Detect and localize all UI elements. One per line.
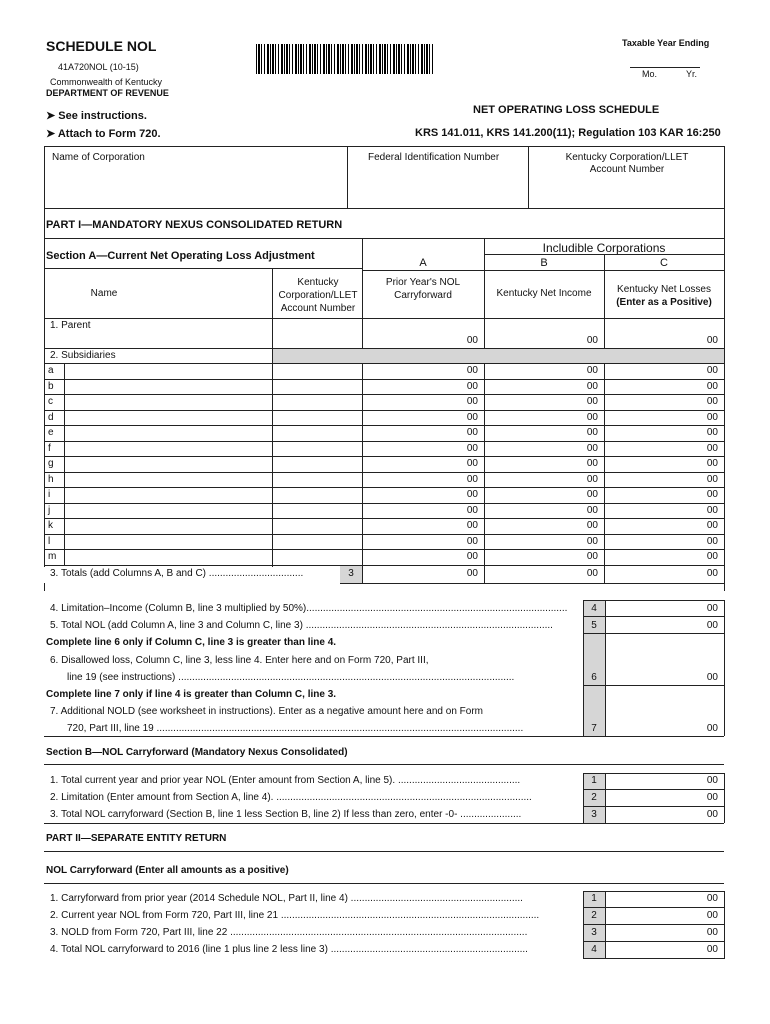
taxable-year-field[interactable] <box>630 67 700 68</box>
totals-col-c[interactable]: 00 <box>706 568 718 579</box>
subsidiary-account-field[interactable] <box>274 550 360 563</box>
line6-label-cont: line 19 (see instructions) ......................................................................................................................... <box>67 672 515 683</box>
agency-name: Commonwealth of Kentucky <box>50 77 163 87</box>
part1-title: PART I—MANDATORY NEXUS CONSOLIDATED RETURN <box>46 219 343 231</box>
subsidiary-col-b[interactable]: 00 <box>586 365 598 376</box>
subsidiary-col-b[interactable]: 00 <box>586 458 598 469</box>
subsidiary-account-field[interactable] <box>274 457 360 470</box>
subsidiary-col-b[interactable]: 00 <box>586 504 598 516</box>
ky-net-income-header: Kentucky Net Income <box>496 288 592 299</box>
part2-line-number: 2 <box>591 910 597 921</box>
subsidiary-letter: e <box>48 427 54 438</box>
part2-line-label: 3. NOLD from Form 720, Part III, line 22 ........................................................................................................... <box>50 927 528 938</box>
subsidiary-col-c[interactable]: 00 <box>706 458 718 469</box>
section-b-line-number: 3 <box>591 809 597 820</box>
row-divider <box>583 924 724 925</box>
part2-title: PART II—SEPARATE ENTITY RETURN <box>46 833 227 844</box>
part2-line-number: 1 <box>591 893 597 904</box>
subsidiary-col-b[interactable]: 00 <box>586 535 598 547</box>
line6-amount[interactable]: 00 <box>706 672 718 683</box>
subsidiary-account-field[interactable] <box>274 473 360 486</box>
ky-net-losses-subheader: (Enter as a Positive) <box>616 297 712 308</box>
subsidiary-letter: c <box>48 396 53 407</box>
subsidiary-col-b[interactable]: 00 <box>586 520 598 531</box>
parent-col-c[interactable]: 00 <box>706 335 718 346</box>
subsidiary-account-field[interactable] <box>274 519 360 532</box>
subsidiary-col-a[interactable]: 00 <box>466 442 478 454</box>
subsidiary-col-a[interactable]: 00 <box>466 473 478 485</box>
name-column-header: Name <box>90 288 118 299</box>
subsidiary-letter: m <box>48 551 57 562</box>
subsidiary-letter: b <box>48 380 54 392</box>
subsidiary-col-b[interactable]: 00 <box>586 489 598 500</box>
section-b-line-label: 2. Limitation (Enter amount from Section A, line 4). ............................................................................................ <box>50 792 532 803</box>
row-divider <box>583 789 724 790</box>
subsidiary-col-a[interactable]: 00 <box>466 504 478 516</box>
subsidiary-name-field[interactable] <box>64 535 270 548</box>
section-b-line-number: 2 <box>591 792 597 803</box>
subsidiary-col-a[interactable]: 00 <box>466 489 478 500</box>
subsidiary-letter: j <box>48 504 51 516</box>
subsidiary-col-c[interactable]: 00 <box>706 551 718 562</box>
schedule-name: NET OPERATING LOSS SCHEDULE <box>473 104 660 116</box>
subsidiary-letter: k <box>48 520 53 531</box>
subsidiary-account-field[interactable] <box>274 504 360 517</box>
line7-label-cont: 720, Part III, line 19 .................................................................................................................................... <box>67 723 524 734</box>
form-number: 41A720NOL (10-15) <box>58 62 139 72</box>
section-b-line-amount[interactable]: 00 <box>706 792 718 803</box>
subsidiary-name-field[interactable] <box>64 364 270 377</box>
form-title: SCHEDULE NOL <box>46 38 157 54</box>
corporation-name-label: Name of Corporation <box>52 152 145 163</box>
subsidiary-col-b[interactable]: 00 <box>586 551 598 562</box>
section-b-line-number: 1 <box>591 775 597 786</box>
subsidiary-letter: i <box>48 489 51 500</box>
subsidiary-letter: d <box>48 411 54 423</box>
subsidiaries-label: 2. Subsidiaries <box>50 350 116 361</box>
account-column-header: Kentucky Corporation/LLET Account Number <box>278 277 358 314</box>
ky-account-label: Kentucky Corporation/LLET Account Number <box>565 152 689 175</box>
subsidiary-account-field[interactable] <box>274 535 360 548</box>
column-c-header: C <box>660 257 668 269</box>
row-divider <box>44 565 724 566</box>
totals-col-a[interactable]: 00 <box>466 568 478 579</box>
subsidiary-col-b[interactable]: 00 <box>586 473 598 485</box>
subsidiary-col-b[interactable]: 00 <box>586 396 598 407</box>
subsidiary-name-field[interactable] <box>64 380 270 393</box>
part2-line-label: 1. Carryforward from prior year (2014 Schedule NOL, Part II, line 4) .............................................................. <box>50 893 523 904</box>
subsidiary-col-c[interactable]: 00 <box>706 535 718 547</box>
part2-subtitle: NOL Carryforward (Enter all amounts as a positive) <box>46 865 289 876</box>
section-b-line-amount[interactable]: 00 <box>706 775 718 786</box>
statute-reference: KRS 141.011, KRS 141.200(11); Regulation 103 KAR 16:250 <box>415 127 721 139</box>
barcode <box>256 44 433 74</box>
part2-line-amount[interactable]: 00 <box>706 893 718 904</box>
row-divider <box>583 907 724 908</box>
subsidiary-name-field[interactable] <box>64 550 270 563</box>
totals-line-number: 3 <box>348 568 354 579</box>
taxable-year-label: Taxable Year Ending <box>622 38 710 48</box>
subsidiary-name-field[interactable] <box>64 442 270 455</box>
section-b-line-label: 1. Total current year and prior year NOL (Enter amount from Section A, line 5). ............................................ <box>50 775 521 786</box>
subsidiary-col-c[interactable]: 00 <box>706 411 718 423</box>
subsidiary-col-b[interactable]: 00 <box>586 411 598 423</box>
subsidiary-col-a[interactable]: 00 <box>466 535 478 547</box>
agency-department: DEPARTMENT OF REVENUE <box>46 88 169 98</box>
line4-amount[interactable]: 00 <box>706 603 718 614</box>
row-divider <box>583 806 724 807</box>
parent-col-b[interactable]: 00 <box>586 335 598 346</box>
section-b-line-label: 3. Total NOL carryforward (Section B, line 1 less Section B, line 2) If less than zero, enter -0- ...................... <box>50 809 522 820</box>
corporation-name-field[interactable] <box>48 166 342 204</box>
subsidiary-letter: g <box>48 458 54 469</box>
subsidiary-name-field[interactable] <box>64 457 270 470</box>
parent-col-a[interactable]: 00 <box>466 335 478 346</box>
line5-amount[interactable]: 00 <box>706 620 718 631</box>
subsidiary-account-field[interactable] <box>274 411 360 424</box>
column-a-header: A <box>419 257 427 269</box>
subsidiary-col-c[interactable]: 00 <box>706 380 718 392</box>
fein-field[interactable] <box>351 166 524 204</box>
line7-condition: Complete line 7 only if line 4 is greater than Column C, line 3. <box>46 689 337 700</box>
totals-label: 3. Totals (add Columns A, B and C) .................................. <box>50 568 304 579</box>
subsidiary-col-c[interactable]: 00 <box>706 396 718 407</box>
part2-line-amount[interactable]: 00 <box>706 910 718 921</box>
subsidiary-col-c[interactable]: 00 <box>706 504 718 516</box>
subsidiary-account-field[interactable] <box>274 488 360 501</box>
totals-col-b[interactable]: 00 <box>586 568 598 579</box>
subsidiary-name-field[interactable] <box>64 395 270 408</box>
year-label: Yr. <box>686 69 698 79</box>
subsidiary-col-c[interactable]: 00 <box>706 365 718 376</box>
part2-line-amount[interactable]: 00 <box>706 944 718 955</box>
subsidiary-col-b[interactable]: 00 <box>586 442 598 454</box>
subsidiary-col-a[interactable]: 00 <box>466 520 478 531</box>
section-b-line-amount[interactable]: 00 <box>706 809 718 820</box>
month-label: Mo. <box>642 69 658 79</box>
subsidiary-account-field[interactable] <box>274 442 360 455</box>
subsidiary-account-field[interactable] <box>274 426 360 439</box>
line4-label: 4. Limitation–Income (Column B, line 3 multiplied by 50%).............................................................................................. <box>50 603 568 614</box>
line7-number: 7 <box>591 723 597 734</box>
part2-line-label: 2. Current year NOL from Form 720, Part III, line 21 ............................................................................................. <box>50 910 540 921</box>
subsidiary-col-c[interactable]: 00 <box>706 427 718 438</box>
line4-number: 4 <box>591 603 597 614</box>
subsidiary-col-a[interactable]: 00 <box>466 380 478 392</box>
row-divider <box>583 958 724 959</box>
line7-amount[interactable]: 00 <box>706 723 718 734</box>
subsidiary-col-a[interactable]: 00 <box>466 458 478 469</box>
subsidiary-col-c[interactable]: 00 <box>706 473 718 485</box>
fein-label: Federal Identification Number <box>368 152 500 163</box>
line6-condition: Complete line 6 only if Column C, line 3 is greater than line 4. <box>46 637 337 648</box>
subsidiary-name-field[interactable] <box>64 488 270 501</box>
part2-line-amount[interactable]: 00 <box>706 927 718 938</box>
line6-number: 6 <box>591 672 597 683</box>
ky-account-field[interactable] <box>532 178 720 206</box>
subsidiary-name-field[interactable] <box>64 473 270 486</box>
letter-column-divider <box>64 363 65 565</box>
subsidiary-name-field[interactable] <box>64 519 270 532</box>
subsidiary-account-field[interactable] <box>274 380 360 393</box>
subsidiary-col-c[interactable]: 00 <box>706 520 718 531</box>
line5-number: 5 <box>591 620 597 631</box>
subsidiary-col-b[interactable]: 00 <box>586 380 598 392</box>
section-a-title: Section A—Current Net Operating Loss Adjustment <box>46 250 315 262</box>
subsidiary-col-a[interactable]: 00 <box>466 365 478 376</box>
subsidiary-name-field[interactable] <box>64 426 270 439</box>
prior-year-nol-header: Prior Year's NOL Carryforward <box>385 277 461 301</box>
subsidiary-col-a[interactable]: 00 <box>466 427 478 438</box>
subsidiary-col-c[interactable]: 00 <box>706 442 718 454</box>
line6-label: 6. Disallowed loss, Column C, line 3, less line 4. Enter here and on Form 720, Part III, <box>50 655 429 666</box>
subsidiary-letter: l <box>48 535 51 547</box>
attach-instruction: ➤ Attach to Form 720. <box>46 128 161 140</box>
part2-line-number: 4 <box>591 944 597 955</box>
subsidiary-name-field[interactable] <box>64 411 270 424</box>
subsidiary-col-b[interactable]: 00 <box>586 427 598 438</box>
see-instructions: ➤ See instructions. <box>46 110 147 122</box>
part2-line-label: 4. Total NOL carryforward to 2016 (line 1 plus line 2 less line 3) ....................................................................... <box>50 944 528 955</box>
section-b-title: Section B—NOL Carryforward (Mandatory Nexus Consolidated) <box>46 747 348 758</box>
subsidiary-account-field[interactable] <box>274 364 360 377</box>
subsidiary-account-field[interactable] <box>274 395 360 408</box>
subsidiary-col-c[interactable]: 00 <box>706 489 718 500</box>
subsidiary-col-a[interactable]: 00 <box>466 396 478 407</box>
subsidiary-letter: a <box>48 365 54 376</box>
subsidiary-name-field[interactable] <box>64 504 270 517</box>
includible-corporations-header: Includible Corporations <box>542 241 666 255</box>
subsidiary-letter: f <box>48 442 51 454</box>
line5-label: 5. Total NOL (add Column A, line 3 and Column C, line 3) ......................................................................................... <box>50 620 553 631</box>
ky-net-losses-header: Kentucky Net Losses <box>617 284 711 295</box>
subsidiary-col-a[interactable]: 00 <box>466 551 478 562</box>
column-b-header: B <box>540 257 548 269</box>
part2-line-number: 3 <box>591 927 597 938</box>
parent-label: 1. Parent <box>50 320 91 331</box>
subsidiary-letter: h <box>48 473 54 485</box>
subsidiary-col-a[interactable]: 00 <box>466 411 478 423</box>
row-divider <box>583 941 724 942</box>
line7-label: 7. Additional NOLD (see worksheet in instructions). Enter as a negative amount here and on Form <box>50 706 484 717</box>
